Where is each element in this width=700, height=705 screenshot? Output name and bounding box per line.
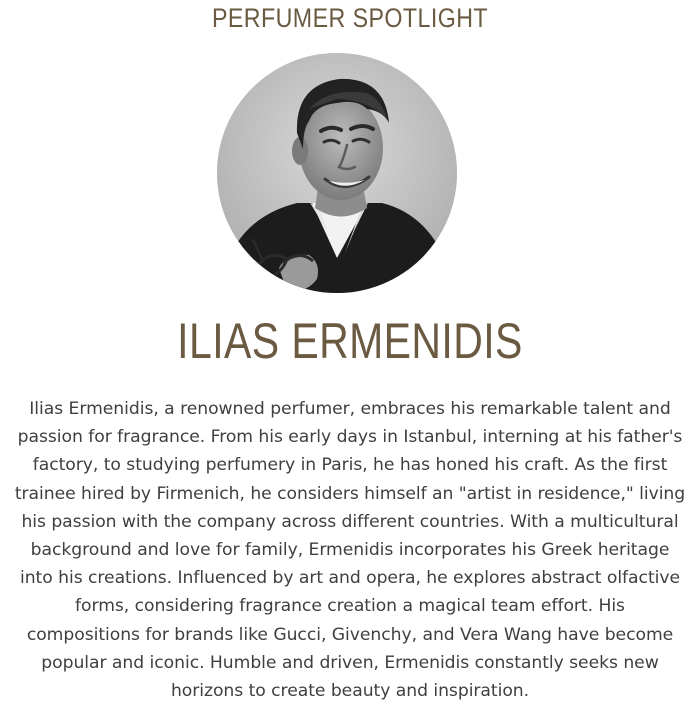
bio-line: into his creations. Influenced by art and opera, he explores abstract olfactive — [19, 568, 681, 589]
bio-line: trainee hired by Firmenich, he considers himself an "artist in residence," living — [14, 483, 686, 504]
bio-line: Ilias Ermenidis, a renowned perfumer, embraces his remarkable talent and — [29, 399, 671, 419]
bio-line: forms, considering fragrance creation a magical team effort. His — [75, 596, 625, 617]
portrait-photo — [217, 53, 457, 293]
bio-line: his passion with the company across different countries. With a multicultural — [21, 511, 679, 532]
bio-line: horizons to create beauty and inspiration. — [170, 681, 530, 702]
bio-line: compositions for brands like Gucci, Givenchy, and Vera Wang have become — [26, 624, 674, 645]
section-kicker: PERFUMER SPOTLIGHT — [211, 3, 489, 33]
portrait-illustration — [217, 53, 457, 293]
bio-line: passion for fragrance. From his early days in Istanbul, interning at his father's — [17, 427, 683, 448]
perfumer-name: ILIAS ERMENIDIS — [177, 313, 523, 369]
bio-line: background and love for family, Ermenidis incorporates his Greek heritage — [30, 540, 670, 561]
bio-line: popular and iconic. Humble and driven, Ermenidis constantly seeks new — [41, 652, 659, 673]
bio-line: factory, to studying perfumery in Paris, he has honed his craft. As the first — [32, 455, 668, 476]
perfumer-bio — [0, 395, 700, 705]
